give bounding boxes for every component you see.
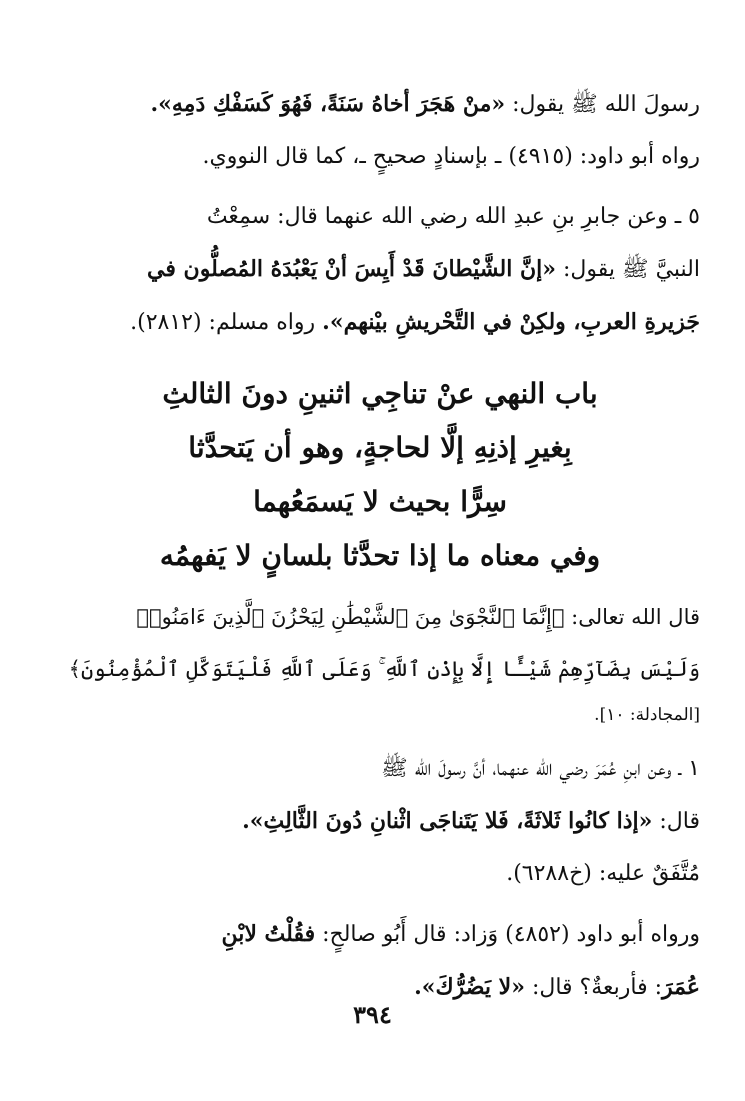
hadith-4-line-1 xyxy=(60,78,700,131)
hadith-4-continuation xyxy=(60,78,700,183)
quran-verse xyxy=(60,591,700,735)
narration-intro: ورواه أبو داود (٤٨٥٢) وَزاد: قال أَبُو صالحٍ: xyxy=(315,922,700,947)
hadith-5-source: رواه مسلم: (٢٨١٢). xyxy=(130,310,323,335)
narration-answer: «لا يَضُرُّكَ». xyxy=(414,974,525,1000)
chapter-title-line-2: بِغيرِ إذنِهِ إلَّا لحاجةٍ، وهو أن يَتحدَّثا xyxy=(188,431,572,464)
hadith-1-source: مُتَّفَقٌ عليه: (خ٦٢٨٨). xyxy=(506,861,700,886)
chapter-title xyxy=(60,367,700,583)
hadith-4-source: رواه أبو داود: (٤٩١٥) ـ بإسنادٍ صحيحٍ ـ، كما قال النووي. xyxy=(202,144,700,169)
hadith-5-quote-start: «إنَّ الشَّيْطانَ قَدْ أَيِسَ أنْ يَعْبُدَهُ المُصلُّون في xyxy=(147,256,556,282)
hadith-5 xyxy=(60,191,700,349)
narration-quote-start: فقُلْتُ لابْنِ xyxy=(221,921,316,947)
quran-intro: قال الله تعالى: xyxy=(564,605,700,629)
hadith-4-quote: «منْ هَجَرَ أخاهُ سَنَةً، فَهُوَ كَسَفْكِ دَمِهِ». xyxy=(150,91,506,117)
hadith-1 xyxy=(60,743,700,900)
narration-question: : فأربعةٌ؟ قال: xyxy=(524,975,663,1000)
narration-quote-name: عُمَرَ xyxy=(662,974,700,1000)
quran-verse-start: ﴿إِنَّمَا ٱلنَّجْوَىٰ مِنَ ٱلشَّيْطَٰنِ لِيَحْزُنَ ٱلَّذِينَ ءَامَنُوا۟ xyxy=(136,605,565,629)
hadith-1-quote: «إذا كانُوا ثَلاثَةً، فَلا يَتَناجَى اثْنانِ دُونَ الثَّالِثِ». xyxy=(242,808,653,834)
hadith-5-intro-text: النبيَّ ﷺ يقول: xyxy=(556,257,700,282)
narration-line-1 xyxy=(60,908,700,961)
quran-line-1 xyxy=(60,591,700,643)
hadith-4-intro-text: رسولَ الله ﷺ يقول: xyxy=(505,92,700,117)
chapter-title-line-1: باب النهي عنْ تناجِي اثنينِ دونَ الثالثِ xyxy=(162,377,598,410)
page-number: ٣٩٤ xyxy=(353,1000,392,1029)
quran-reference: [المجادلة: ١٠]. xyxy=(594,705,700,725)
page-body xyxy=(60,78,700,1014)
hadith-5-line-1: ٥ ـ وعن جابرِ بنِ عبدِ الله رضي الله عنهما قال: سمِعْتُ xyxy=(206,204,700,229)
hadith-1-intro-text: قال: xyxy=(652,809,700,834)
chapter-title-line-4: وفي معناه ما إذا تحدَّثا بلسانٍ لا يَفهمُه xyxy=(159,539,601,572)
chapter-title-line-3: سِرًّا بحيث لا يَسمَعُهما xyxy=(253,485,507,518)
quran-line-2: وَلَيْسَ بِضَآرِّهِمْ شَيْـًٔا إِلَّا بِإِذْنِ ٱللَّهِ ۚ وَعَلَى ٱللَّهِ فَلْيَتَوَكَّلِ ٱلْمُؤْمِنُونَ﴾ xyxy=(68,657,700,681)
hadith-1-line-1: ١ ـ وعن ابنِ عُمَرَ رضي الله عنهما، أنَّ رسولَ الله ﷺ xyxy=(381,756,700,781)
hadith-5-line-2 xyxy=(60,243,700,296)
hadith-5-quote-end: جَزيرةِ العربِ، ولكِنْ في التَّحْريشِ بيْنهم». xyxy=(322,309,700,335)
abu-dawud-narration xyxy=(60,908,700,1014)
hadith-5-line-3 xyxy=(60,296,700,349)
hadith-1-line-2 xyxy=(60,795,700,848)
